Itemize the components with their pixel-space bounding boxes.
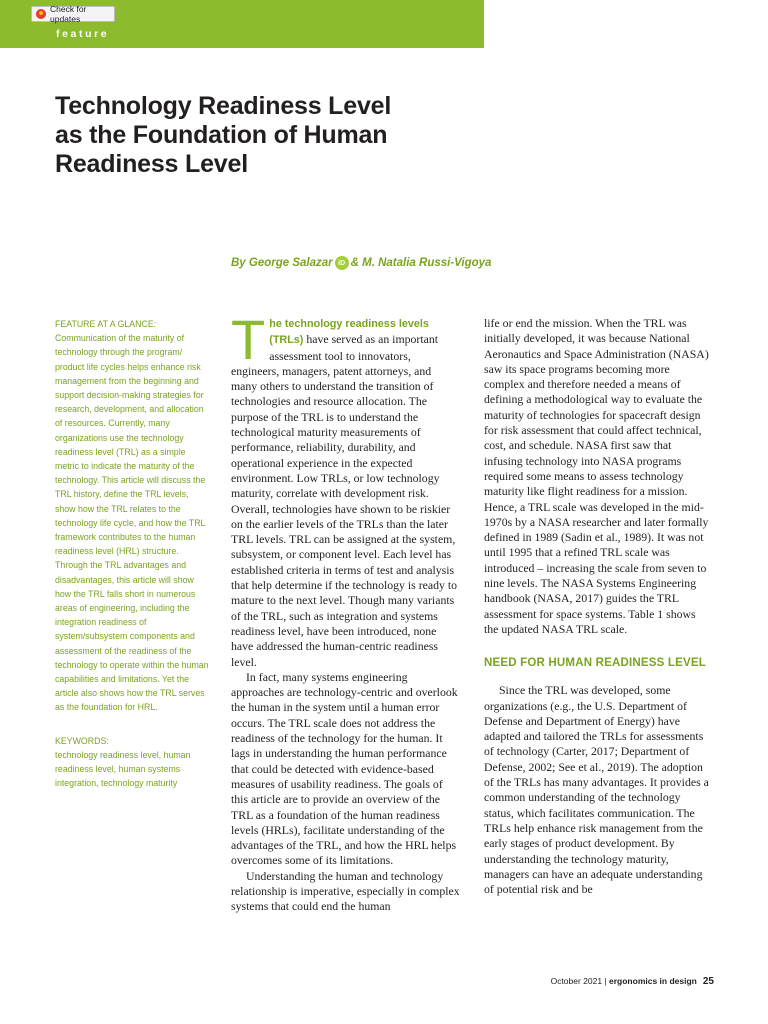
- orcid-icon[interactable]: iD: [335, 256, 349, 270]
- sidebar: [55, 317, 211, 791]
- body-column-2: [484, 316, 711, 897]
- body-paragraph-1: [231, 308, 460, 670]
- drop-cap: T: [231, 308, 266, 371]
- check-for-updates-label: Check for updates: [50, 4, 87, 24]
- glance-heading: FEATURE AT A GLANCE:: [55, 319, 157, 329]
- footer-journal: ergonomics in design: [609, 976, 697, 986]
- body-paragraph-3-cont: [484, 316, 711, 637]
- byline: [231, 256, 491, 270]
- byline-author-1: By George Salazar: [231, 257, 333, 269]
- keywords-text: technology readiness level, human readiness level, human systems integration, technology maturity: [55, 749, 191, 789]
- crossmark-icon: [36, 9, 46, 19]
- paragraph-3-text: Understanding the human and technology relationship is imperative, especially in complex systems that could end the human: [231, 868, 460, 914]
- body-paragraph-3: [231, 869, 460, 915]
- keywords-heading: KEYWORDS:: [55, 735, 109, 746]
- body-column-1: [231, 308, 460, 915]
- article-title: [55, 92, 495, 179]
- section-banner: [0, 0, 484, 48]
- lead-in: he technology readiness levels (TRLs): [269, 318, 429, 347]
- page-footer: [551, 976, 714, 987]
- title-line-1: Technology Readiness Level: [55, 92, 392, 120]
- page-number: 25: [702, 976, 714, 987]
- glance-text: Communication of the maturity of technology through the program/ product life cycles helps enhance risk management from the beginning and support decision-making strategies for research, development, and allocation of resources. Currently, many organizations use the technology readiness level (TRL) as a simple metric to indicate the maturity of the technology. This article will discuss the TRL history, define the TRL levels, show how the TRL relates to the technology life cycle, and how the TRL framework contributes to the human readiness level (HRL) structure. Through the TRL advantages and disadvantages, this article will show how the TRL falls short in numerous areas of engineering, including the integration readiness of system/subsystem components and assessment of the readiness of the technology to operate within the human capabilities and limitations. Yet the article also shows how the TRL serves as the foundation for HRL.: [55, 333, 209, 713]
- title-line-3: Readiness Level: [55, 150, 248, 178]
- paragraph-3-cont-text: life or end the mission. When the TRL was initially developed, it was because National Aeronautics and Space Administration (NASA) saw its space programs becoming more complex and therefore needed a means of defining a methodological way to evaluate the maturity of technologies for spacecraft design for risk assessment that could affect technical, cost, and schedule. NASA first saw that infusing technology into NASA programs required some means to assess technology maturity like flight readiness for a mission. Hence, a TRL scale was developed in the mid-1970s by a NASA researcher and later formally defined in 1989 (Sadin et al., 1989). It was not until 1995 that a refined TRL scale was introduced – increasing the scale from seven to nine levels. The NASA Systems Engineering handbook (NASA, 2017) guides the TRL assessment for space systems. Table 1 shows the updated NASA TRL scale.: [484, 316, 709, 636]
- section-heading: NEED FOR HUMAN READINESS LEVEL: [484, 657, 706, 670]
- body-paragraph-2: In fact, many systems engineering approaches are technology-centric and overlook the human in the system until a human error occurs. The TRL scale does not address the readiness of the technology for the human. It lags in understanding the human performance that could be detected with evidence-based measures of usability readiness. The goals of this article are to provide an overview of the TRL as a foundation of the human readiness levels (HRLs), facilitate understanding of the advantages of the TRL, and how the HRL helps overcomes some of its limitations.: [231, 669, 458, 868]
- body-paragraph-4: Since the TRL was developed, some organizations (e.g., the U.S. Department of Defense and Department of Energy) have adapted and tailored the TRLs for assessments of technology (Carter, 2017; Department of Defense, 2002; See et al., 2019). The adoption of the TRLs has many advantages. It provides a common understanding of the technology status, which facilitates communication. The TRLs help enhance risk management from the early stages of product development. By understanding the technology maturity, managers can have an adequate understanding of potential risk and be: [484, 683, 709, 897]
- byline-author-2: & M. Natalia Russi-Vigoya: [350, 257, 492, 269]
- title-line-2: as the Foundation of Human: [55, 121, 388, 149]
- check-for-updates-button[interactable]: [31, 6, 115, 22]
- paragraph-1-text: have served as an important assessment tool to innovators, engineers, managers, patent attorneys, and many others to understand the transition of technologies and resource allocation. The purpose of the TRL is to understand the technological maturity measurements of performance, reliability, durability, and operational experience in the expected environment. Low TRLs, or low technology maturity, correlate with development risk. Overall, technologies have shown to be riskier on the earlier levels of the TRLs than the later TRL levels. TRL can be assigned at the system, subsystem, or component level. Each level has established criteria in terms of test and analysis that help determine if the technology is ready to mature to the next level. Though many variants of the TRL, such as integration and systems readiness level, have been introduced, none have addressed the human-centric readiness level.: [231, 332, 458, 669]
- section-label: feature: [56, 28, 110, 40]
- footer-date: October 2021 |: [550, 976, 610, 986]
